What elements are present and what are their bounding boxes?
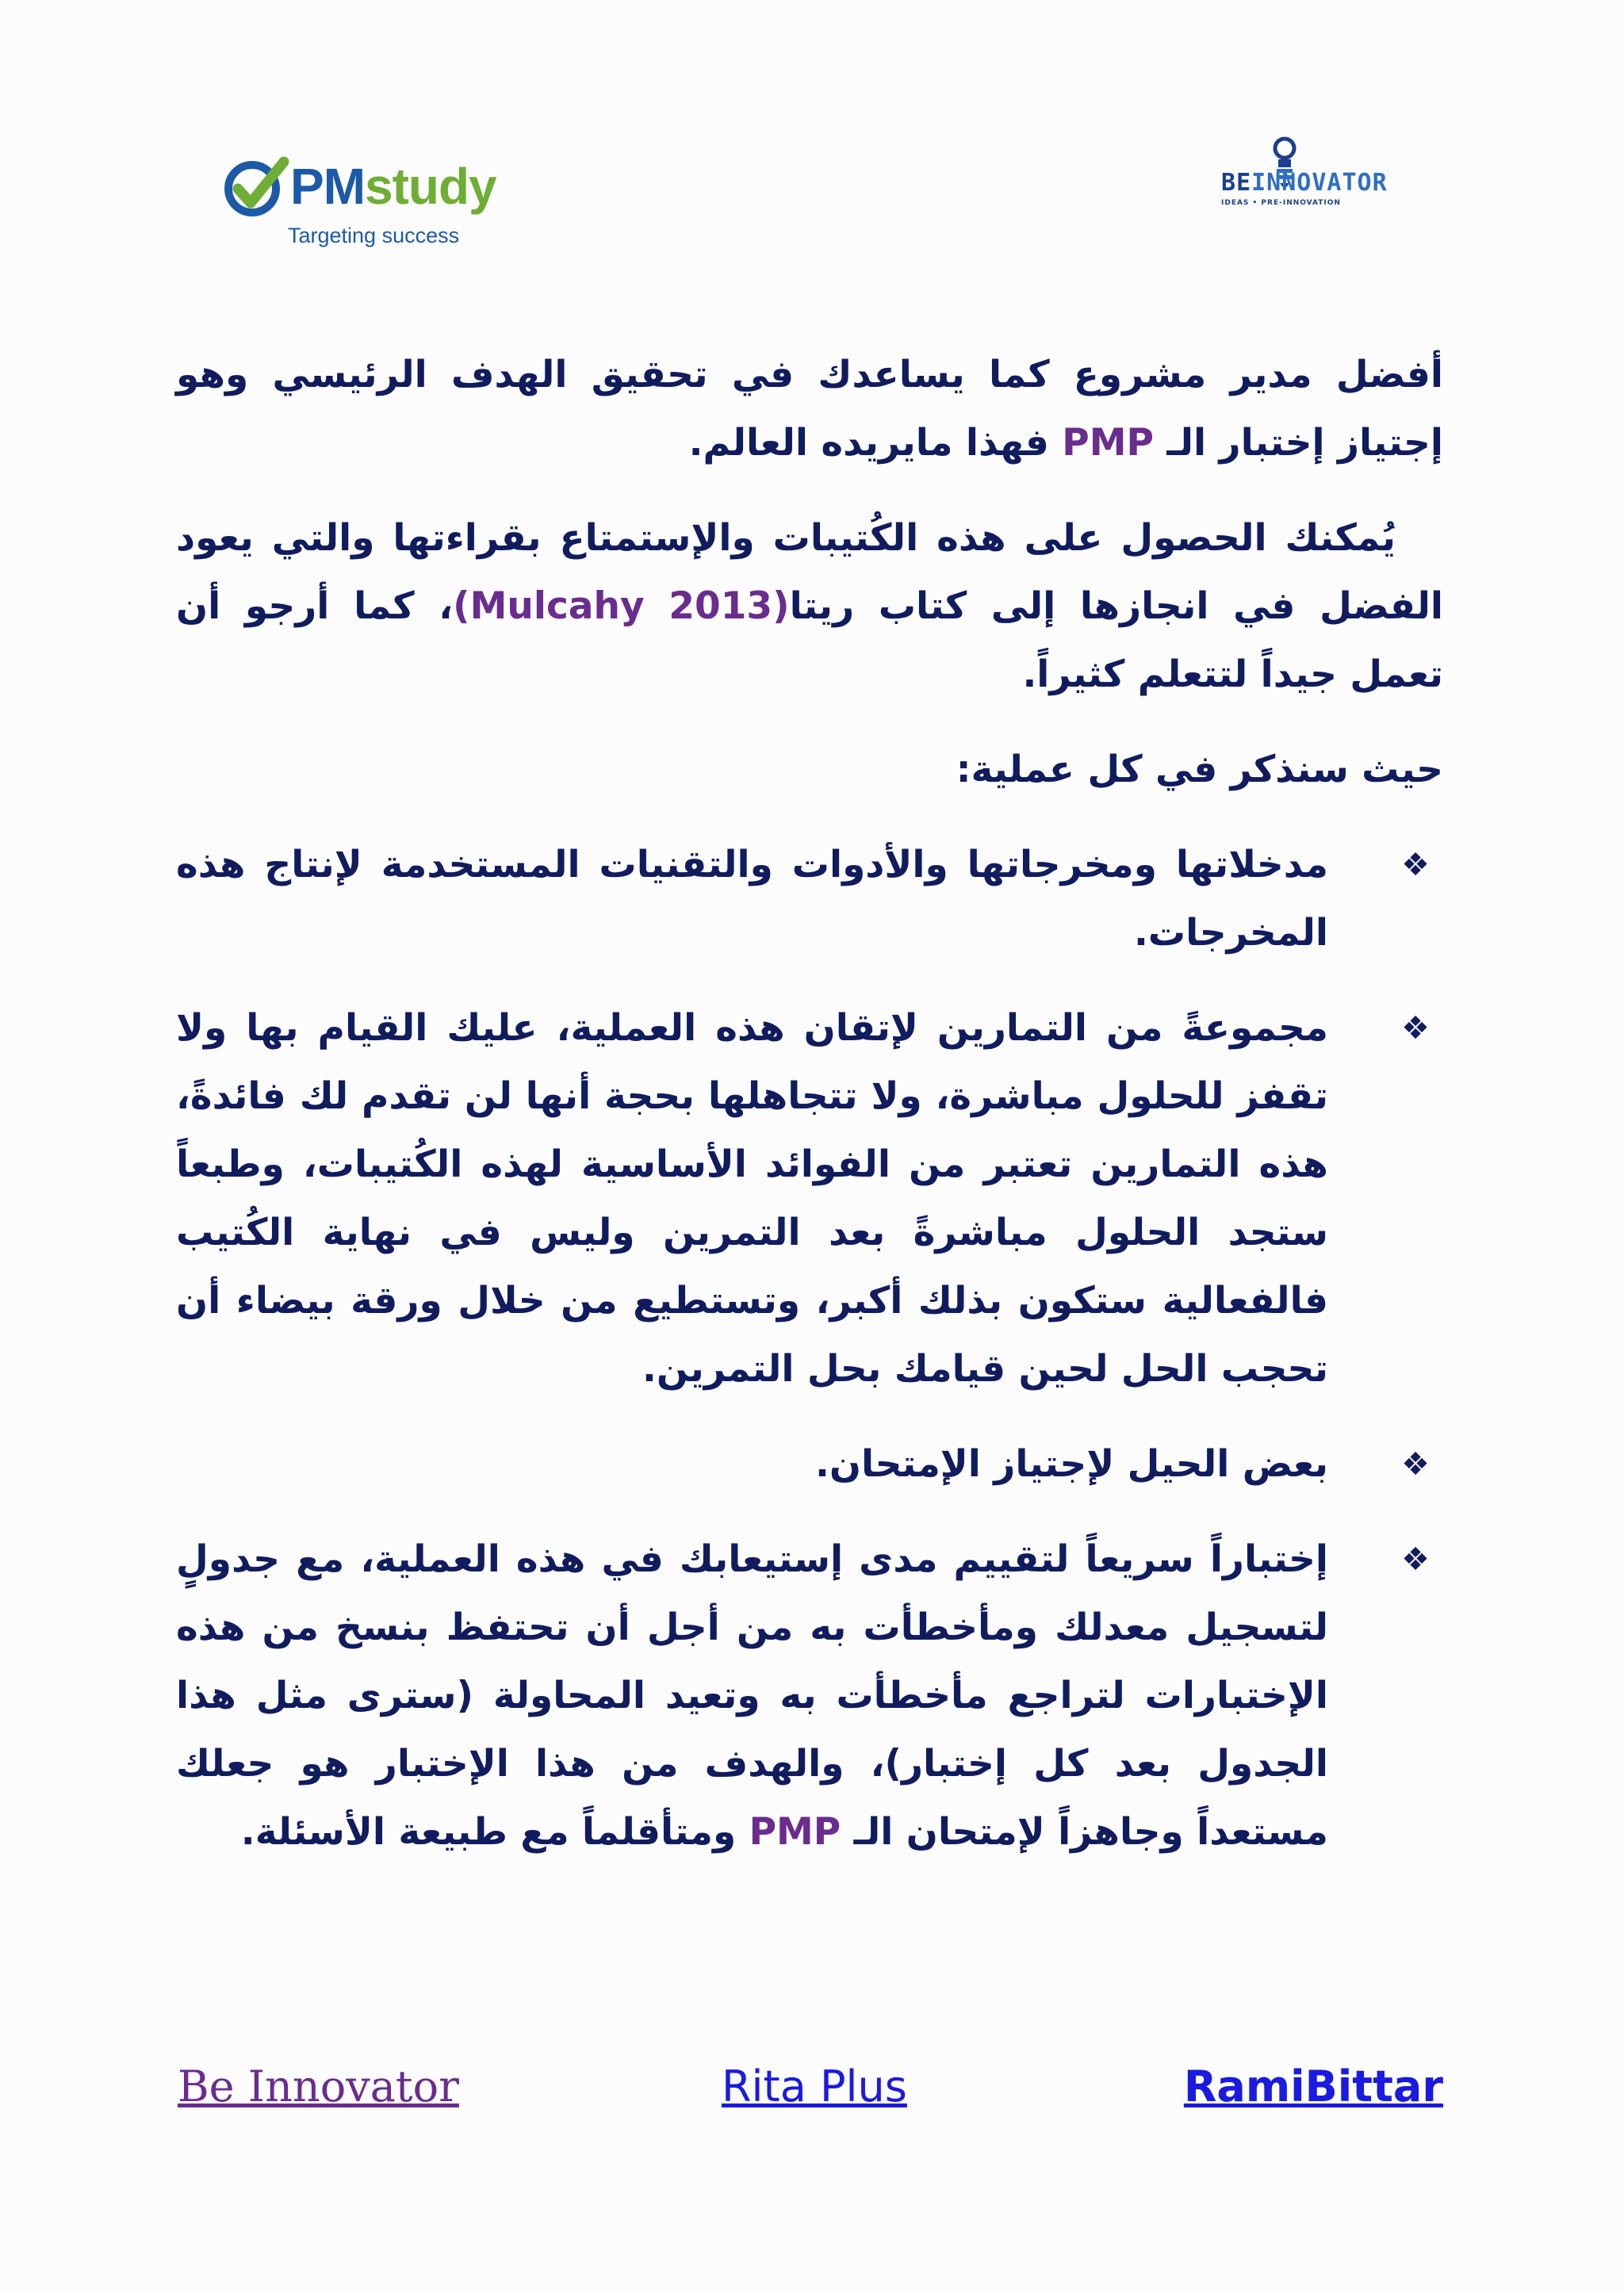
list-item: ❖ مدخلاتها ومخرجاتها والأدوات والتقنيات المستخدمة لإنتاج هذه المخرجات. [176, 831, 1443, 967]
process-contents-list [176, 831, 1443, 1866]
document-body [176, 341, 1443, 1893]
pmstudy-wordmark: PMstudy [290, 158, 496, 215]
diamond-bullet-icon: ❖ [1401, 1446, 1430, 1483]
be-innovator-link[interactable]: Be Innovator [178, 2061, 459, 2111]
pmstudy-tagline: Targeting success [288, 224, 460, 247]
pmstudy-check-icon [220, 151, 292, 222]
be-innovator-logo [1221, 131, 1443, 218]
pmstudy-logo [220, 151, 522, 254]
footer [0, 2061, 1624, 2125]
pmp-term: PMP [1062, 421, 1154, 465]
intro-paragraph: أفضل مدير مشروع كما يساعدك في تحقيق الهدف الرئيسي وهو إجتياز إختبار الـ PMP فهذا مايريده العالم. [176, 353, 1443, 465]
diamond-bullet-icon: ❖ [1401, 1541, 1430, 1578]
rami-bittar-link[interactable]: RamiBittar [1183, 2061, 1443, 2111]
list-item: ❖ بعض الحيل لإجتياز الإمتحان. [176, 1430, 1443, 1499]
list-item: ❖ إختباراً سريعاً لتقييم مدى إستيعابك في هذه العملية، مع جدولٍ لتسجيل معدلك ومأخطأت به من أجل أن تحتفظ بنسخ من هذه الإختبارات لتراجع مأخطأت به وتعيد المحاولة (سترى مثل هذا الجدول بعد كل إختبار)، والهدف من هذا الإختبار هو جعلك مستعداً وجاهزاً لإمتحان الـ PMP ومتأقلماً مع طبيعة الأسئلة. [176, 1525, 1443, 1866]
pmp-term: PMP [749, 1810, 841, 1854]
list-intro: حيث سنذكر في كل عملية: [956, 748, 1443, 791]
be-innovator-wordmark: BEINNOVATOR [1221, 169, 1388, 197]
diamond-bullet-icon: ❖ [1401, 847, 1430, 883]
list-item: ❖ مجموعةً من التمارين لإتقان هذه العملية، عليك القيام بها ولا تقفز للحلول مباشرة، ولا تتجاهلها بحجة أنها لن تقدم لك فائدةً، هذه التمارين تعتبر من الفوائد الأساسية لهذه الكُتيبات، وطبعاً ستجد الحلول مباشرةً بعد التمرين وليس في نهاية الكُتيب فالفعالية ستكون بذلك أكبر، وتستطيع من خلال ورقة بيضاء أن تحجب الحل لحين قيامك بحل التمرين. [176, 994, 1443, 1403]
source-paragraph: يُمكنك الحصول على هذه الكُتيبات والإستمتاع بقراءتها والتي يعود الفضل في انجازها إلى كتاب ريتا(Mulcahy 2013)، كما أرجو أن تعمل جيداً لتتعلم كثيراً. [176, 516, 1443, 696]
be-innovator-subtitle: IDEAS • PRE-INNOVATION [1221, 199, 1341, 207]
citation: (Mulcahy 2013) [453, 584, 790, 628]
rita-plus-link[interactable]: Rita Plus [722, 2061, 907, 2111]
diamond-bullet-icon: ❖ [1401, 1010, 1430, 1047]
